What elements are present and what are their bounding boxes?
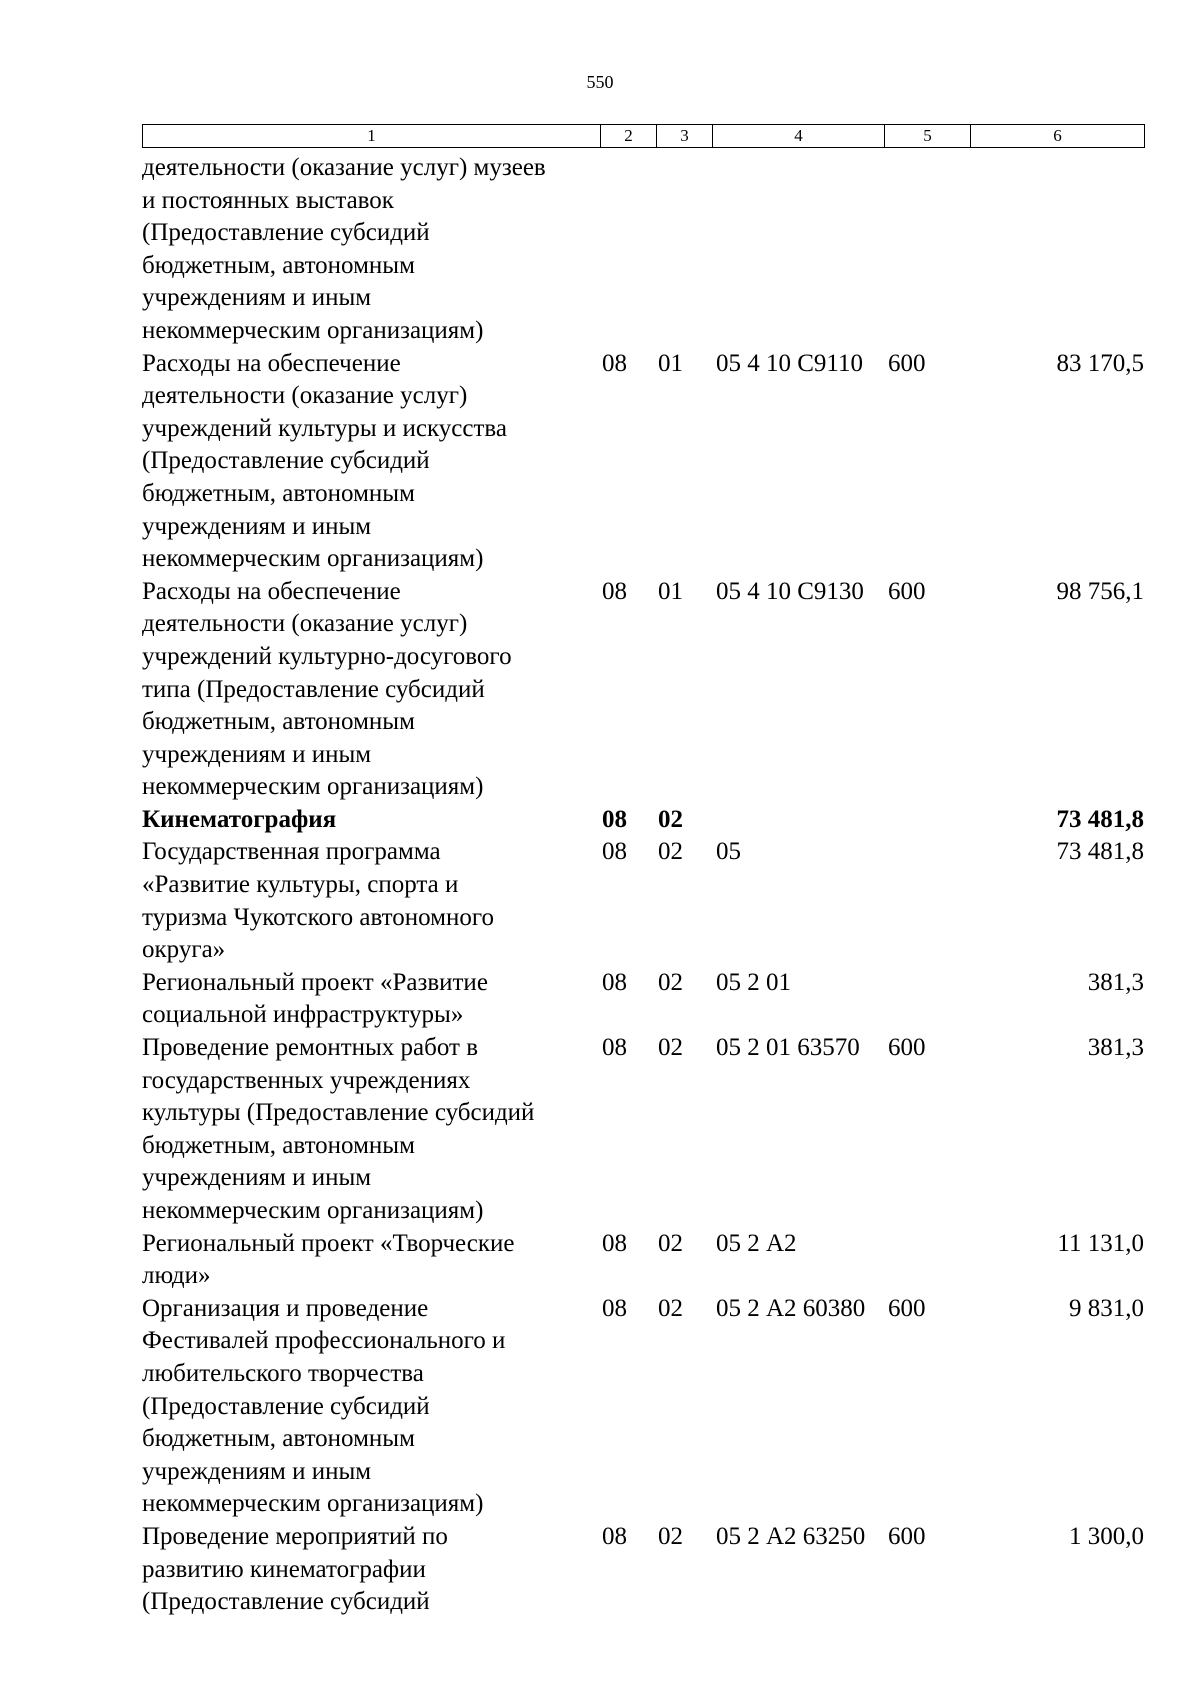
row-name: Государственная программа «Развитие культуры, спорта и туризма Чукотского автономного округа»: [142, 838, 494, 964]
row-name: Кинематография: [142, 805, 337, 833]
table-row: [142, 1293, 1144, 1521]
row-target-code: 05 4 10 С9110: [716, 349, 863, 377]
table-row: [142, 152, 1144, 348]
row-section: 08: [602, 968, 627, 996]
row-target-code: 05 2 А2 60380: [716, 1294, 866, 1322]
row-section: 08: [602, 1522, 627, 1550]
table-row: [142, 1521, 1144, 1619]
row-expense-type: 600: [888, 1522, 926, 1550]
row-subsection: 02: [658, 1034, 683, 1062]
row-expense-type: 600: [888, 1034, 926, 1062]
column-header-6: 6: [971, 125, 1145, 148]
page-number: 550: [586, 72, 614, 92]
column-header-2: 2: [601, 125, 657, 148]
row-subsection: 01: [658, 577, 683, 605]
row-name: Организация и проведение Фестивалей профессионального и любительского творчества (Предоставление субсидий бюджетным, автономным учреждениям и иным некоммерческим организациям): [142, 1294, 506, 1518]
table-row: [142, 1032, 1144, 1228]
row-target-code: 05 2 А2 63250: [716, 1522, 866, 1550]
row-name: Проведение мероприятий по развитию кинематографии (Предоставление субсидий: [142, 1522, 448, 1616]
row-target-code: 05 2 01 63570: [716, 1034, 860, 1062]
row-amount: 11 131,0: [1057, 1229, 1144, 1257]
row-section: 08: [602, 577, 627, 605]
row-target-code: 05 2 А2: [716, 1229, 797, 1257]
column-header-table: [142, 124, 1145, 148]
row-section: 08: [602, 1294, 627, 1322]
row-subsection: 01: [658, 349, 683, 377]
budget-rows: [142, 152, 1144, 1619]
row-name: Региональный проект «Творческие люди»: [142, 1229, 515, 1290]
row-expense-type: 600: [888, 349, 926, 377]
row-subsection: 02: [658, 838, 683, 866]
column-header-5: 5: [885, 125, 971, 148]
row-name: Региональный проект «Развитие социальной инфраструктуры»: [142, 968, 488, 1029]
table-row: [142, 576, 1144, 804]
row-subsection: 02: [658, 968, 683, 996]
row-amount: 1 300,0: [1069, 1522, 1144, 1550]
row-target-code: 05 4 10 С9130: [716, 577, 864, 605]
row-section: 08: [602, 1034, 627, 1062]
row-amount: 98 756,1: [1056, 577, 1144, 605]
row-section: 08: [602, 1229, 627, 1257]
table-row: [142, 348, 1144, 576]
table-row: [142, 804, 1144, 837]
column-header-4: 4: [713, 125, 885, 148]
row-amount: 381,3: [1087, 1034, 1144, 1062]
column-header-3: 3: [657, 125, 713, 148]
row-name: Проведение ремонтных работ в государственных учреждениях культуры (Предоставление субсидий бюджетным, автономным учреждениям и иным некоммерческим организациям): [142, 1034, 535, 1224]
row-name: деятельности (оказание услуг) музеев и постоянных выставок (Предоставление субсидий бюджетным, автономным учреждениям и иным некоммерческим организациям): [142, 154, 546, 344]
row-amount: 73 481,8: [1056, 838, 1144, 866]
row-expense-type: 600: [888, 1294, 926, 1322]
row-section: 08: [602, 838, 627, 866]
row-subsection: 02: [658, 1522, 683, 1550]
row-amount: 9 831,0: [1069, 1294, 1144, 1322]
row-amount: 83 170,5: [1056, 349, 1144, 377]
row-name: Расходы на обеспечение деятельности (оказание услуг) учреждений культуры и искусства (Предоставление субсидий бюджетным, автономным учреждениям и иным некоммерческим организациям): [142, 349, 507, 573]
row-amount: 73 481,8: [1056, 805, 1144, 833]
row-target-code: 05: [716, 838, 741, 866]
row-name: Расходы на обеспечение деятельности (оказание услуг) учреждений культурно-досугового типа (Предоставление субсидий бюджетным, автономным учреждениям и иным некоммерческим организациям): [142, 577, 512, 801]
table-row: [142, 967, 1144, 1032]
column-header-1: 1: [143, 125, 601, 148]
column-header-row: [143, 125, 1145, 148]
row-expense-type: 600: [888, 577, 926, 605]
row-subsection: 02: [658, 805, 683, 833]
table-row: [142, 1228, 1144, 1293]
row-target-code: 05 2 01: [716, 968, 791, 996]
row-amount: 381,3: [1087, 968, 1144, 996]
row-subsection: 02: [658, 1229, 683, 1257]
row-subsection: 02: [658, 1294, 683, 1322]
table-row: [142, 836, 1144, 966]
row-section: 08: [602, 805, 627, 833]
row-section: 08: [602, 349, 627, 377]
